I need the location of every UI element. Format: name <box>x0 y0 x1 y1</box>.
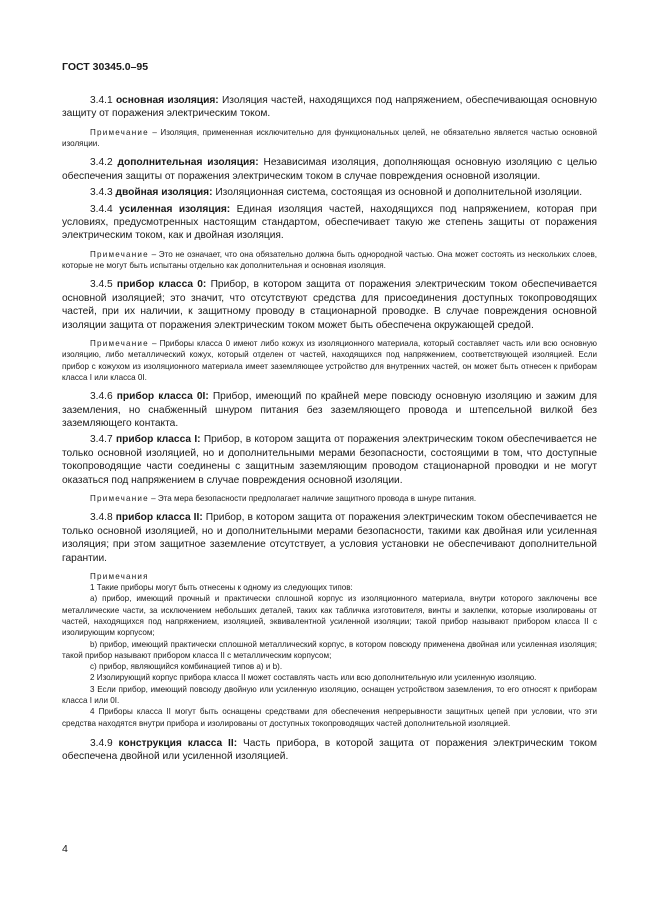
clause-text: Прибор, в котором защита от поражения электрическим током обеспечивается не только основной изоляцией, но и дополнительными мерами безопасности, такими как двойная или усиленная изоляция; при этом защитное заземление отсутствует, а условия установки не обеспечивают дополнительной гарантии. <box>62 512 597 564</box>
clause-term: дополнительная изоляция: <box>117 157 259 169</box>
clause-number: 3.4.8 <box>90 512 113 524</box>
notes-heading: Примечания <box>90 572 149 582</box>
clause-number: 3.4.4 <box>90 203 113 215</box>
note-3-4-1 <box>62 127 597 150</box>
note-lead: Примечание <box>90 494 149 504</box>
note-item: a) прибор, имеющий прочный и практически сплошной корпус из изоляционного материала, внутри которого заключены все металлические части, за исключением небольших деталей, таких как табличка изготовителя, винты и заклепки, которые изолированы от частей, находящихся под напряжением, изоляцией, эквивалентной усиленной изоляции; такой прибор называют прибором класса II с изолирующим корпусом; <box>62 594 597 638</box>
clause-text: Прибор, в котором защита от поражения электрическим током обеспечивается не только основной изоляцией, но и дополнительными мерами безопасности, состоящими в том, что доступные токопроводящие части соединены с защитным заземляющим проводом стационарной проводки и не могут оказаться под напряжением в случае повреждения основной изоляции. <box>62 434 597 486</box>
document-code: ГОСТ 30345.0–95 <box>62 61 149 73</box>
page-number: 4 <box>62 843 68 855</box>
clause-text: Изоляция частей, находящихся под напряжением, обеспечивающая основную защиту от поражения электрическим током. <box>62 95 597 120</box>
note-item: 2 Изолирующий корпус прибора класса II может составлять часть или всю дополнительную или усиленную изоляцию. <box>90 673 537 683</box>
note-item: c) прибор, являющийся комбинацией типов a) и b). <box>90 662 283 672</box>
clause-3-4-3 <box>62 186 597 199</box>
note-lead: Примечание <box>90 339 149 349</box>
clause-number: 3.4.6 <box>90 391 113 403</box>
document-body <box>62 94 597 767</box>
clause-number: 3.4.9 <box>90 737 113 749</box>
note-3-4-7 <box>62 493 597 504</box>
note-lead: Примечание <box>90 127 149 137</box>
clause-term: прибор класса I: <box>115 434 201 446</box>
note-3-4-4 <box>62 249 597 272</box>
clause-3-4-6 <box>62 390 597 430</box>
clause-term: усиленная изоляция: <box>119 203 231 215</box>
clause-3-4-7 <box>62 433 597 487</box>
clause-number: 3.4.1 <box>90 95 113 106</box>
clause-text: Часть прибора, в которой защита от поражения электрическим током обеспечена двойной или усиленной изоляцией. <box>62 737 597 763</box>
clause-text: Единая изоляция частей, находящихся под напряжением, которая при условиях, предусмотренных настоящим стандартом, обеспечивает такую же степень защиты от поражения электрическим током, как и двойная изоляция. <box>62 203 597 242</box>
clause-term: прибор класса 0I: <box>116 391 209 403</box>
note-item: 3 Если прибор, имеющий повсюду двойную или усиленную изоляцию, оснащен устройством заземления, то его относят к приборам класса I или 0I. <box>62 684 597 705</box>
note-text: – Изоляция, примененная исключительно для функциональных целей, не обязательно является частью основной изоляции. <box>62 127 598 149</box>
note-3-4-5 <box>62 338 597 383</box>
clause-number: 3.4.2 <box>90 157 113 169</box>
notes-3-4-8 <box>62 571 597 729</box>
clause-number: 3.4.3 <box>90 187 113 199</box>
clause-text: Изоляционная система, состоящая из основной и дополнительной изоляции. <box>215 187 583 199</box>
note-item: 4 Приборы класса II могут быть оснащены средствами для обеспечения непрерывности защитных цепей при условии, что эти средства находятся внутри прибора и изолированы от доступных токопроводящих частей дополнительной изоляцией. <box>62 707 597 728</box>
clause-text: Независимая изоляция, дополняющая основную изоляцию с целью обеспечения защиты от поражения электрическим током в случае повреждения основной изоляции. <box>62 157 597 182</box>
note-text: – Это не означает, что она обязательно должна быть однородной частью. Она может состоять из нескольких слоев, которые не могут быть испытаны отдельно как дополнительная и основная изоляция. <box>62 249 598 271</box>
clause-3-4-4 <box>62 203 597 243</box>
clause-text: Прибор, имеющий по крайней мере повсюду основную изоляцию и зажим для заземления, но снабженный шнуром питания без заземляющего провода и штепсельной вилкой без заземляющего контакта. <box>62 391 597 430</box>
clause-3-4-2 <box>62 156 597 183</box>
clause-term: двойная изоляция: <box>115 187 213 199</box>
note-text: – Приборы класса 0 имеют либо кожух из изоляционного материала, который составляет часть или всю основную изоляцию, либо металлический кожух, который отделен от частей, находящихся под напряжением, соответствующей изоляцией. Если прибор с кожухом из изоляционного материала имеет заземляющее устройство для внутренних частей, он может быть отнесен к приборам класса I или класса 0I. <box>62 339 597 382</box>
clause-term: прибор класса 0: <box>116 279 207 291</box>
clause-3-4-5 <box>62 278 597 332</box>
note-item: b) прибор, имеющий практически сплошной металлический корпус, в котором повсюду применена двойная или усиленная изоляция; такой прибор называют прибором класса II с металлическим корпусом; <box>62 639 597 660</box>
clause-term: основная изоляция: <box>115 95 219 106</box>
clause-3-4-1 <box>62 94 597 121</box>
clause-text: Прибор, в котором защита от поражения электрическим током обеспечивается основной изоляцией; это значит, что отсутствуют средства для присоединения доступных токопроводящих частей, при их наличии, к защитному проводу в стационарной проводке. В случае повреждения основной изоляции защита от поражения электрическим током может быть обеспечена окружающей средой. <box>62 279 597 331</box>
clause-3-4-8 <box>62 511 597 565</box>
clause-term: прибор класса II: <box>115 512 203 524</box>
note-lead: Примечание <box>90 249 149 259</box>
clause-term: конструкция класса II: <box>118 737 238 749</box>
clause-3-4-9 <box>62 737 597 764</box>
clause-number: 3.4.7 <box>90 434 113 446</box>
note-item: 1 Такие приборы могут быть отнесены к одному из следующих типов: <box>90 583 353 593</box>
clause-number: 3.4.5 <box>90 279 113 291</box>
note-text: – Эта мера безопасности предполагает наличие защитного провода в шнуре питания. <box>151 494 477 504</box>
